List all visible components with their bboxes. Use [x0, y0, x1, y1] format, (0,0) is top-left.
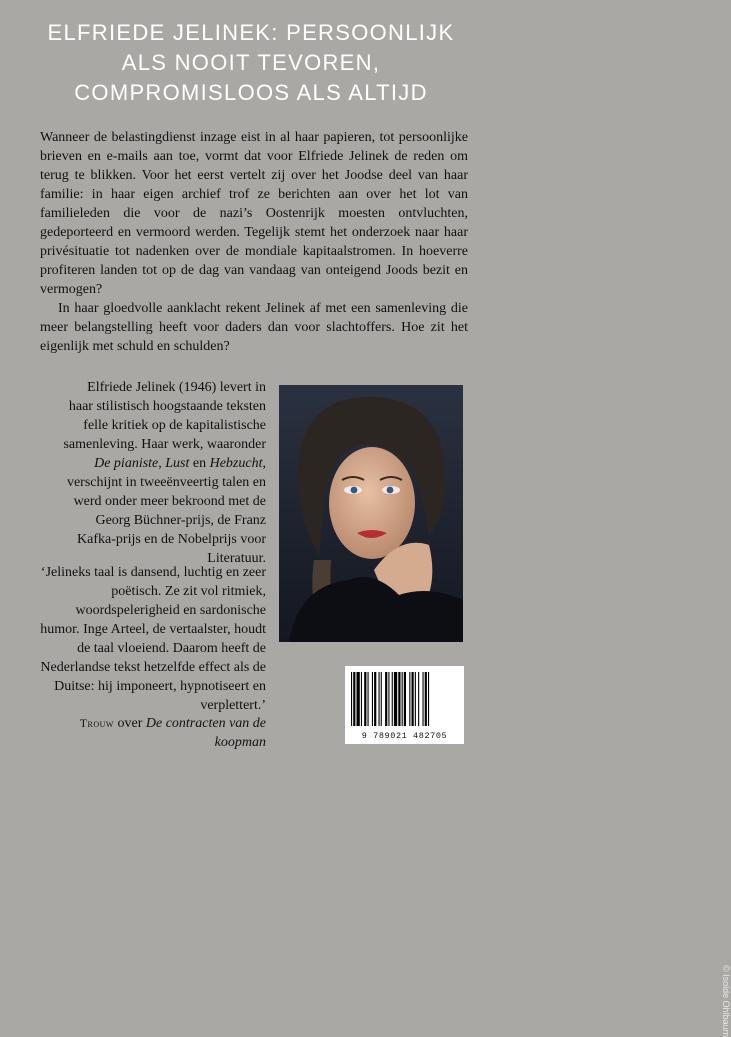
book-title-lust: Lust [165, 456, 190, 471]
book-title-hebzucht: Hebzucht [209, 456, 263, 471]
headline [0, 18, 502, 108]
headline-line-1: ELFRIEDE JELINEK: PERSOONLIJK [47, 20, 455, 45]
portrait-illustration [279, 385, 463, 642]
review-source [40, 714, 266, 752]
review-source-paper: Trouw [79, 716, 114, 730]
review-quote: ‘Jelineks taal is dansend, luchtig en zeer poëtisch. Ze zit vol ritmiek, woordspelerigheid en sardonische humor. Inge Arteel, de vertaalster, houdt de taal vloeiend. Daarom heeft de Nederlandse tekst hetzelfde effect als de Duitse: hij imponeert, hypnotiseert en verplettert.’ [40, 565, 266, 713]
bio-separator-1: , [158, 456, 166, 471]
blurb-paragraph-2: In haar gloedvolle aanklacht rekent Jelinek af met een samenleving die meer belangstelling heeft voor daders dan voor slachtoffers. Hoe zit het eigenlijk met schuld en schulden? [40, 301, 468, 354]
isbn-number: 9 789021 482705 [361, 731, 448, 741]
blurb-paragraph-1: Wanneer de belastingdienst inzage eist in al haar papieren, tot persoonlijke brieven en e-mails aan toe, vormt dat voor Elfriede Jelinek de reden om terug te blikken. Voor het eerst vertelt zij over het Joodse deel van haar familie: in haar eigen archief trof ze berichten aan over het lot van familieleden die voor de nazi’s Oostenrijk moesten ontvluchten, gedeporteerd en vermoord werden. Tegelijk stemt het onderzoek naar haar privésituatie tot nadenken over de mondiale kapitaalstromen. In hoeverre profiteren landen tot op de dag van vandaag van onteigend Joods bezit en vermogen? [40, 130, 468, 297]
blurb [40, 128, 468, 356]
headline-line-2: ALS NOOIT TEVOREN, [121, 50, 381, 75]
bio-text-2: , verschijnt in tweeënveertig talen en werd onder meer bekroond met de Georg Büchner-prijs, de Franz Kafka-prijs en de Nobelprijs voor Literatuur. [66, 456, 266, 566]
bio-text-1: Elfriede Jelinek (1946) levert in haar stilistisch hoogstaande teksten felle kritiek op de kapitalistische samenleving. Haar werk, waaronder [63, 380, 266, 452]
review-source-title: De contracten van de koopman [145, 716, 266, 750]
bio-separator-2: en [189, 456, 210, 471]
review-source-connector: over [113, 716, 146, 731]
book-title-de-pianiste: De pianiste [94, 456, 159, 471]
barcode-bars [345, 666, 464, 730]
headline-line-3: COMPROMISLOOS ALS ALTIJD [74, 80, 428, 105]
photo-credit: © Isolde Ohlbaum [721, 965, 731, 1037]
barcode [345, 666, 464, 744]
author-bio [60, 378, 266, 568]
